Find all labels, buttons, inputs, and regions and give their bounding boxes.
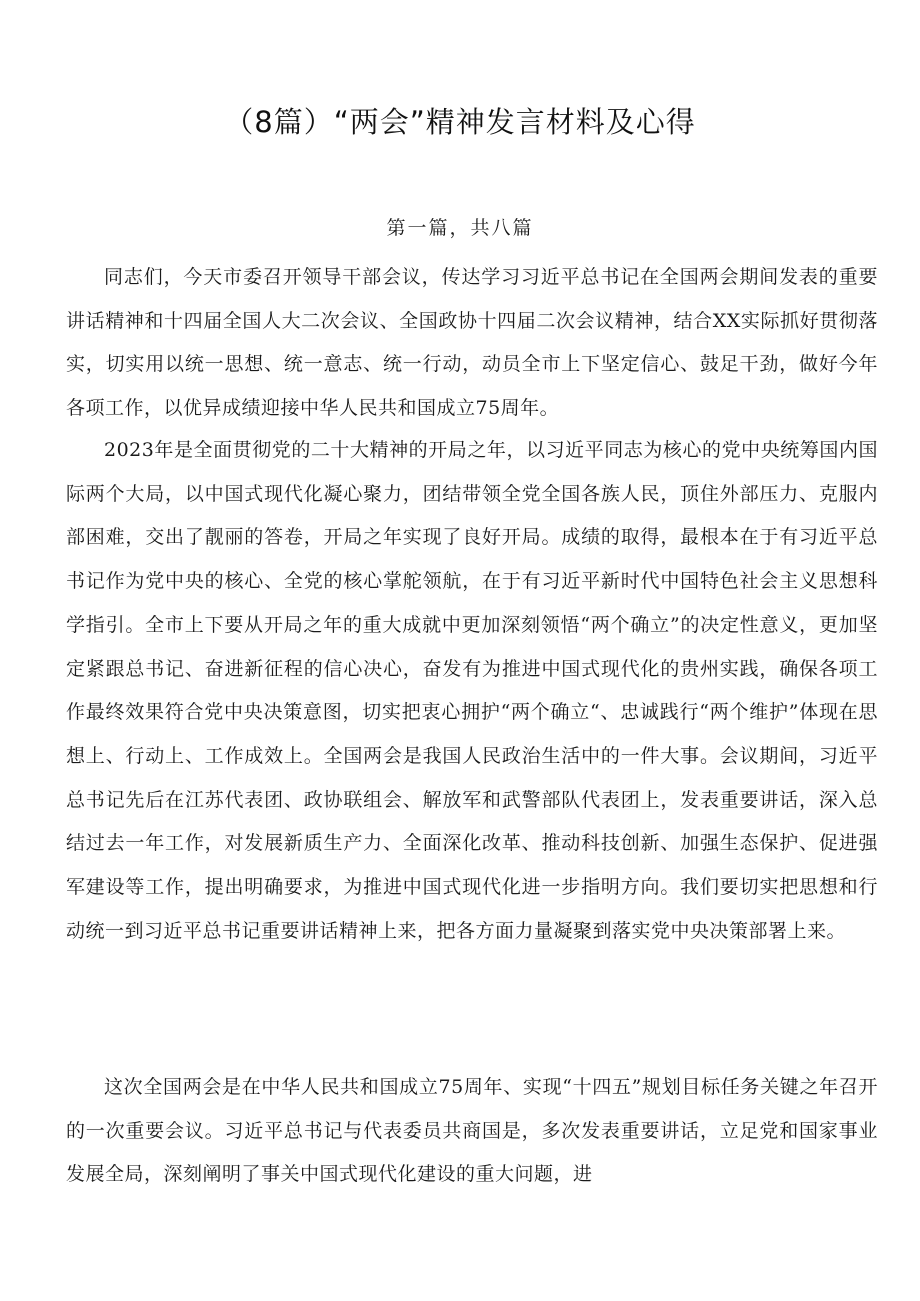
section-heading: 第一篇，共八篇 [386, 217, 534, 239]
paragraph-1: 同志们，今天市委召开领导干部会议，传达学习习近平总书记在全国两会期间发表的重要讲话精神和十四届全国人大二次会议、全国政协十四届二次会议精神，结合XX实际抓好贯彻落实，切实用以统一思想、统一意志、统一行动，动员全市上下坚定信心、鼓足干劲，做好今年各项工作，以优异成绩迎接中华人民共和国成立75周年。 [66, 266, 878, 420]
document-title: （8篇）“两会”精神发言材料及心得 [224, 105, 696, 139]
paragraph-3: 这次全国两会是在中华人民共和国成立75周年、实现“十四五”规划目标任务关键之年召开的一次重要会议。习近平总书记与代表委员共商国是，多次发表重要讲话，立足党和国家事业发展全局，深刻阐明了事关中国式现代化建设的重大问题，进 [66, 1076, 878, 1186]
paragraph-2: 2023年是全面贯彻党的二十大精神的开局之年，以习近平同志为核心的党中央统筹国内国际两个大局，以中国式现代化凝心聚力，团结带领全党全国各族人民，顶住外部压力、克服内部困难，交出了靓丽的答卷，开局之年实现了良好开局。成绩的取得，最根本在于有习近平总书记作为党中央的核心、全党的核心掌舵领航，在于有习近平新时代中国特色社会主义思想科学指引。全市上下要从开局之年的重大成就中更加深刻领悟“两个确立”的决定性意义，更加坚定紧跟总书记、奋进新征程的信心决心，奋发有为推进中国式现代化的贵州实践，确保各项工作最终效果符合党中央决策意图，切实把衷心拥护“两个确立“、忠诚践行“两个维护”体现在思想上、行动上、工作成效上。全国两会是我国人民政治生活中的一件大事。会议期间，习近平总书记先后在江苏代表团、政协联组会、解放军和武警部队代表团上，发表重要讲话，深入总结过去一年工作，对发展新质生产力、全面深化改革、推动科技创新、加强生态保护、促进强军建设等工作，提出明确要求，为推进中国式现代化进一步指明方向。我们要切实把思想和行动统一到习近平总书记重要讲话精神上来，把各方面力量凝聚到落实党中央决策部署上来。 [66, 439, 878, 942]
